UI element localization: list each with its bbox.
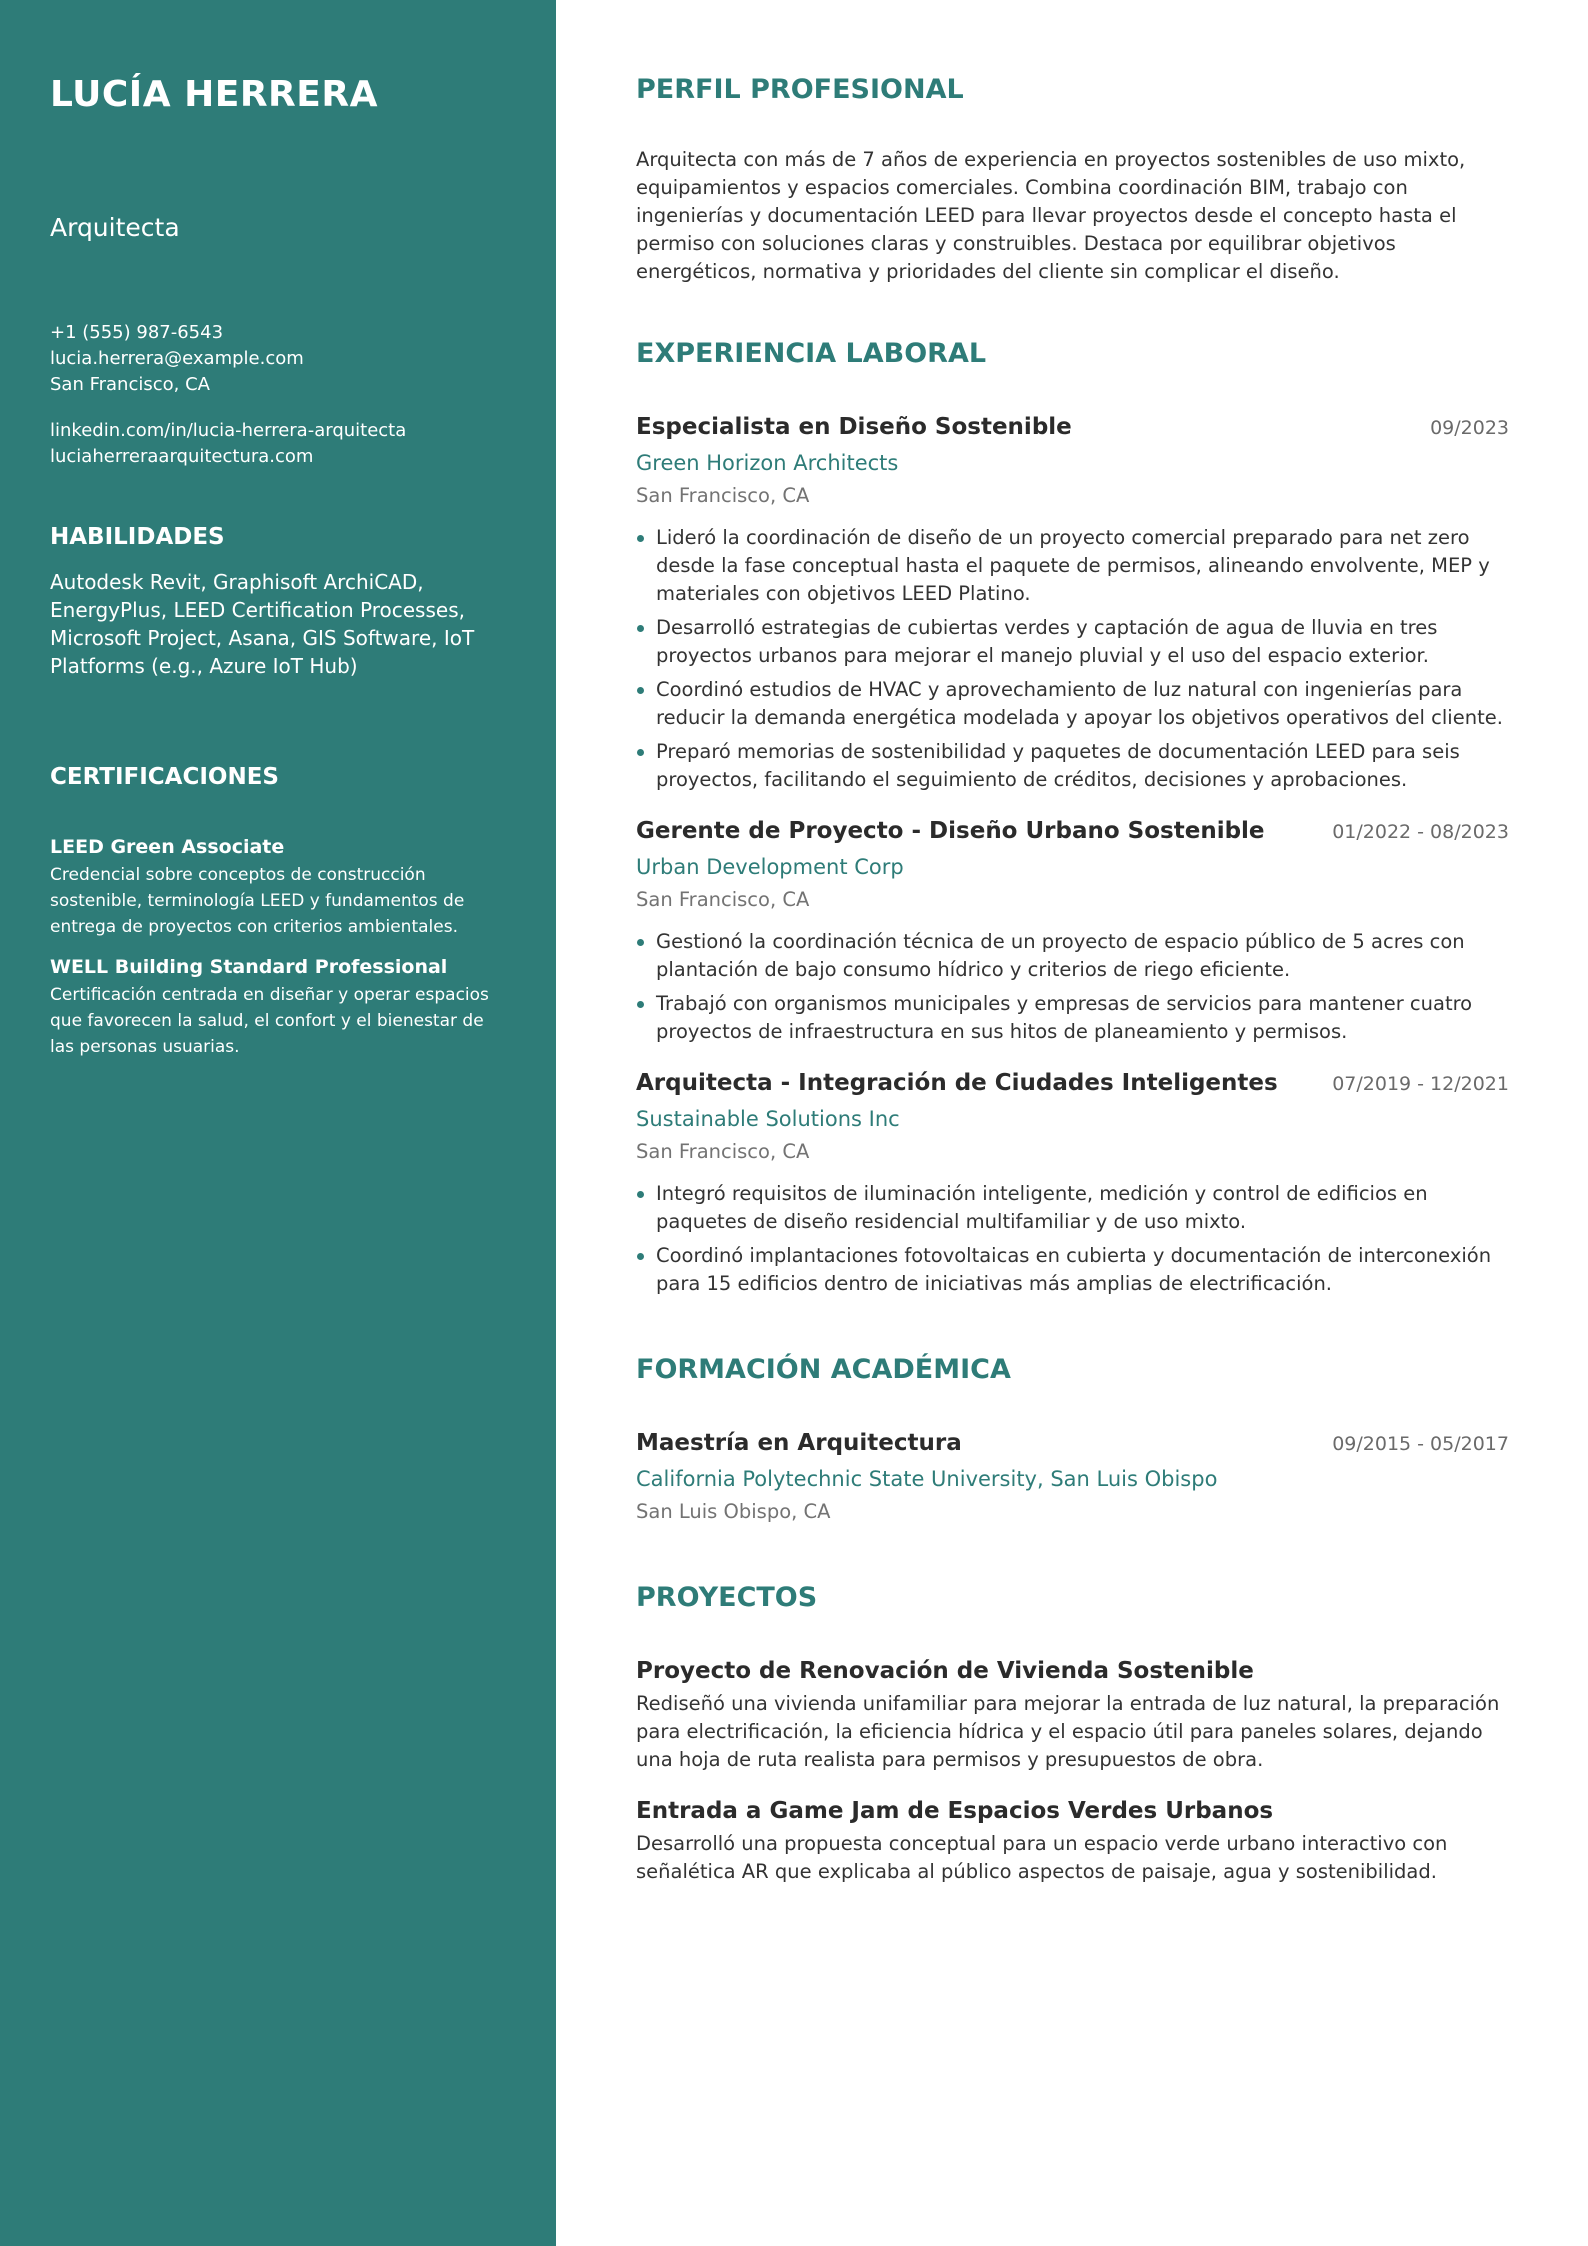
certification-description: Certificación centrada en diseñar y operar espacios que favorecen la salud, el confort y el bienestar de las personas usuarias. <box>50 985 489 1057</box>
project-item <box>636 1656 1509 1774</box>
job-bullet: Desarrolló estrategias de cubiertas verdes y captación de agua de lluvia en tres proyectos urbanos para mejorar el manejo pluvial y el uso del espacio exterior. <box>636 614 1509 670</box>
sidebar <box>0 0 556 2246</box>
education-section <box>636 1352 1509 1526</box>
contact-location: San Francisco, CA <box>50 374 210 395</box>
certifications-heading: CERTIFICACIONES <box>50 764 279 790</box>
profile-section <box>636 72 1509 286</box>
education-degree: Maestría en Arquitectura <box>636 1430 962 1456</box>
education-heading: FORMACIÓN ACADÉMICA <box>636 1354 1011 1385</box>
job-date: 07/2019 - 12/2021 <box>1332 1073 1509 1095</box>
job-bullet: Integró requisitos de iluminación inteligente, medición y control de edificios en paquetes de diseño residencial multifamiliar y de uso mixto. <box>636 1180 1509 1236</box>
project-description: Desarrolló una propuesta conceptual para un espacio verde urbano interactivo con señalética AR que explicaba al público aspectos de paisaje, agua y sostenibilidad. <box>636 1832 1448 1883</box>
project-title: Proyecto de Renovación de Vivienda Sostenible <box>636 1658 1254 1684</box>
job-bullets <box>636 928 1509 1046</box>
education-date: 09/2015 - 05/2017 <box>1332 1433 1509 1455</box>
project-list <box>636 1656 1509 1886</box>
contact-email[interactable]: lucia.herrera@example.com <box>50 348 304 369</box>
job-bullets <box>636 524 1509 794</box>
contact-website[interactable]: luciaherreraarquitectura.com <box>50 446 314 467</box>
contact-linkedin[interactable]: linkedin.com/in/lucia-herrera-arquitecta <box>50 420 407 441</box>
job-bullet: Trabajó con organismos municipales y empresas de servicios para mantener cuatro proyectos de infraestructura en sus hitos de planeamiento y permisos. <box>636 990 1509 1046</box>
certification-description: Credencial sobre conceptos de construcción sostenible, terminología LEED y fundamentos de entrega de proyectos con criterios ambientales. <box>50 865 465 937</box>
candidate-role: Arquitecta <box>50 213 180 242</box>
job-list <box>636 412 1509 1298</box>
certification-item <box>50 834 506 940</box>
contact-links <box>50 418 506 470</box>
skills-list: Autodesk Revit, Graphisoft ArchiCAD, EnergyPlus, LEED Certification Processes, Microsoft Project, Asana, GIS Software, IoT Platforms (e.g., Azure IoT Hub) <box>50 570 475 678</box>
candidate-name: LUCÍA HERRERA <box>50 74 378 115</box>
contact-info <box>50 320 506 470</box>
job-date: 09/2023 <box>1430 417 1509 439</box>
projects-section <box>636 1580 1509 1886</box>
skills-heading: HABILIDADES <box>50 524 225 550</box>
job-bullets <box>636 1180 1509 1298</box>
project-title: Entrada a Game Jam de Espacios Verdes Urbanos <box>636 1798 1274 1824</box>
job-company: Sustainable Solutions Inc <box>636 1107 900 1131</box>
experience-section <box>636 336 1509 1298</box>
certification-title: LEED Green Associate <box>50 836 285 858</box>
job-location: San Francisco, CA <box>636 888 810 911</box>
job-entry <box>636 1068 1509 1298</box>
projects-heading: PROYECTOS <box>636 1582 818 1613</box>
job-company: Urban Development Corp <box>636 855 904 879</box>
job-entry <box>636 816 1509 1046</box>
certification-title: WELL Building Standard Professional <box>50 956 448 978</box>
main-content <box>556 0 1588 2246</box>
job-location: San Francisco, CA <box>636 484 810 507</box>
job-title: Arquitecta - Integración de Ciudades Inteligentes <box>636 1070 1278 1096</box>
job-title: Especialista en Diseño Sostenible <box>636 414 1072 440</box>
project-description: Rediseñó una vivienda unifamiliar para mejorar la entrada de luz natural, la preparación para electrificación, la eficiencia hídrica y el espacio útil para paneles solares, dejando una hoja de ruta realista para permisos y presupuestos de obra. <box>636 1692 1500 1771</box>
education-header <box>636 1428 1509 1458</box>
job-title: Gerente de Proyecto - Diseño Urbano Sostenible <box>636 818 1265 844</box>
certification-item <box>50 954 506 1060</box>
experience-heading: EXPERIENCIA LABORAL <box>636 338 987 369</box>
job-bullet: Gestionó la coordinación técnica de un proyecto de espacio público de 5 acres con plantación de bajo consumo hídrico y criterios de riego eficiente. <box>636 928 1509 984</box>
education-location: San Luis Obispo, CA <box>636 1500 831 1523</box>
job-company: Green Horizon Architects <box>636 451 899 475</box>
job-bullet: Coordinó implantaciones fotovoltaicas en cubierta y documentación de interconexión para 15 edificios dentro de iniciativas más amplias de electrificación. <box>636 1242 1509 1298</box>
project-item <box>636 1796 1509 1886</box>
job-header <box>636 1068 1509 1098</box>
certifications-list <box>50 834 506 1060</box>
job-bullet: Preparó memorias de sostenibilidad y paquetes de documentación LEED para seis proyectos, facilitando el seguimiento de créditos, decisiones y aprobaciones. <box>636 738 1509 794</box>
job-entry <box>636 412 1509 794</box>
job-bullet: Coordinó estudios de HVAC y aprovechamiento de luz natural con ingenierías para reducir la demanda energética modelada y apoyar los objetivos operativos del cliente. <box>636 676 1509 732</box>
profile-text: Arquitecta con más de 7 años de experiencia en proyectos sostenibles de uso mixto, equipamientos y espacios comerciales. Combina coordinación BIM, trabajo con ingenierías y documentación LEED para llevar proyectos desde el concepto hasta el permiso con soluciones claras y construibles. Destaca por equilibrar objetivos energéticos, normativa y prioridades del cliente sin complicar el diseño. <box>636 148 1466 283</box>
job-bullet: Lideró la coordinación de diseño de un proyecto comercial preparado para net zero desde la fase conceptual hasta el paquete de permisos, alineando envolvente, MEP y materiales con objetivos LEED Platino. <box>636 524 1509 608</box>
education-entry <box>636 1428 1509 1526</box>
profile-heading: PERFIL PROFESIONAL <box>636 74 964 105</box>
contact-phone[interactable]: +1 (555) 987-6543 <box>50 322 224 343</box>
job-header <box>636 816 1509 846</box>
job-date: 01/2022 - 08/2023 <box>1332 821 1509 843</box>
job-header <box>636 412 1509 442</box>
education-school: California Polytechnic State University, San Luis Obispo <box>636 1467 1218 1491</box>
contact-basic <box>50 320 506 398</box>
job-location: San Francisco, CA <box>636 1140 810 1163</box>
